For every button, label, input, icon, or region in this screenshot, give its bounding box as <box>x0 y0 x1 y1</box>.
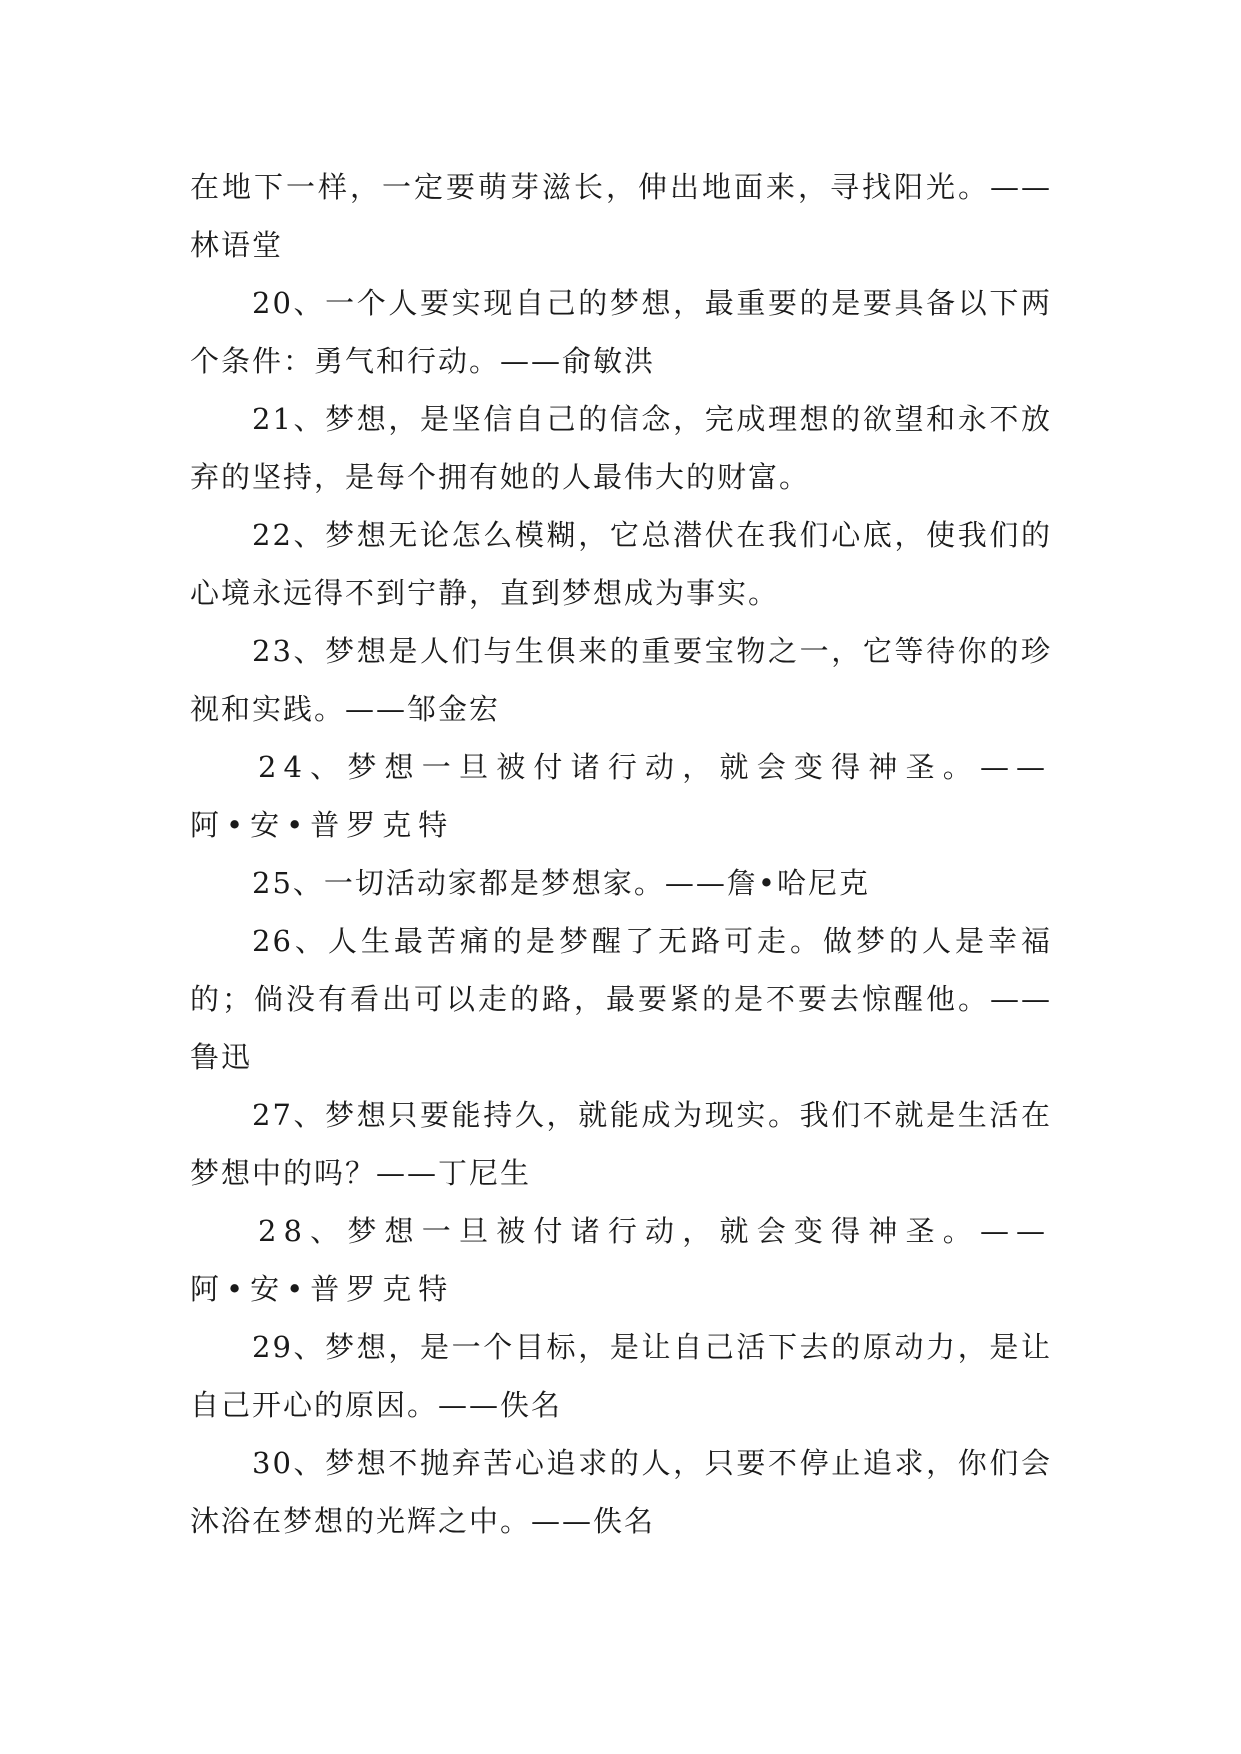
paragraph-26: 26、人生最苦痛的是梦醒了无路可走。做梦的人是幸福的；倘没有看出可以走的路，最要紧的是不要去惊醒他。——鲁迅 <box>190 924 1052 1074</box>
paragraph-21: 21、梦想，是坚信自己的信念，完成理想的欲望和永不放弃的坚持，是每个拥有她的人最伟大的财富。 <box>190 402 1052 494</box>
paragraph-29: 29、梦想，是一个目标，是让自己活下去的原动力，是让自己开心的原因。——佚名 <box>190 1330 1052 1422</box>
paragraph-27: 27、梦想只要能持久，就能成为现实。我们不就是生活在梦想中的吗？——丁尼生 <box>190 1098 1052 1190</box>
paragraph-24: 24、梦想一旦被付诸行动，就会变得神圣。——阿•安•普罗克特 <box>190 750 1052 842</box>
paragraph-19-continued: 在地下一样，一定要萌芽滋长，伸出地面来，寻找阳光。——林语堂 <box>190 170 1052 262</box>
paragraph-28: 28、梦想一旦被付诸行动，就会变得神圣。——阿•安•普罗克特 <box>190 1214 1052 1306</box>
paragraph-22: 22、梦想无论怎么模糊，它总潜伏在我们心底，使我们的心境永远得不到宁静，直到梦想成为事实。 <box>190 518 1052 610</box>
paragraph-25: 25、一切活动家都是梦想家。——詹•哈尼克 <box>252 866 871 900</box>
document-body <box>190 158 1052 1550</box>
paragraph-20: 20、一个人要实现自己的梦想，最重要的是要具备以下两个条件：勇气和行动。——俞敏洪 <box>190 286 1052 378</box>
paragraph-30: 30、梦想不抛弃苦心追求的人，只要不停止追求，你们会沐浴在梦想的光辉之中。——佚名 <box>190 1446 1052 1538</box>
paragraph-23: 23、梦想是人们与生俱来的重要宝物之一，它等待你的珍视和实践。——邹金宏 <box>190 634 1052 726</box>
